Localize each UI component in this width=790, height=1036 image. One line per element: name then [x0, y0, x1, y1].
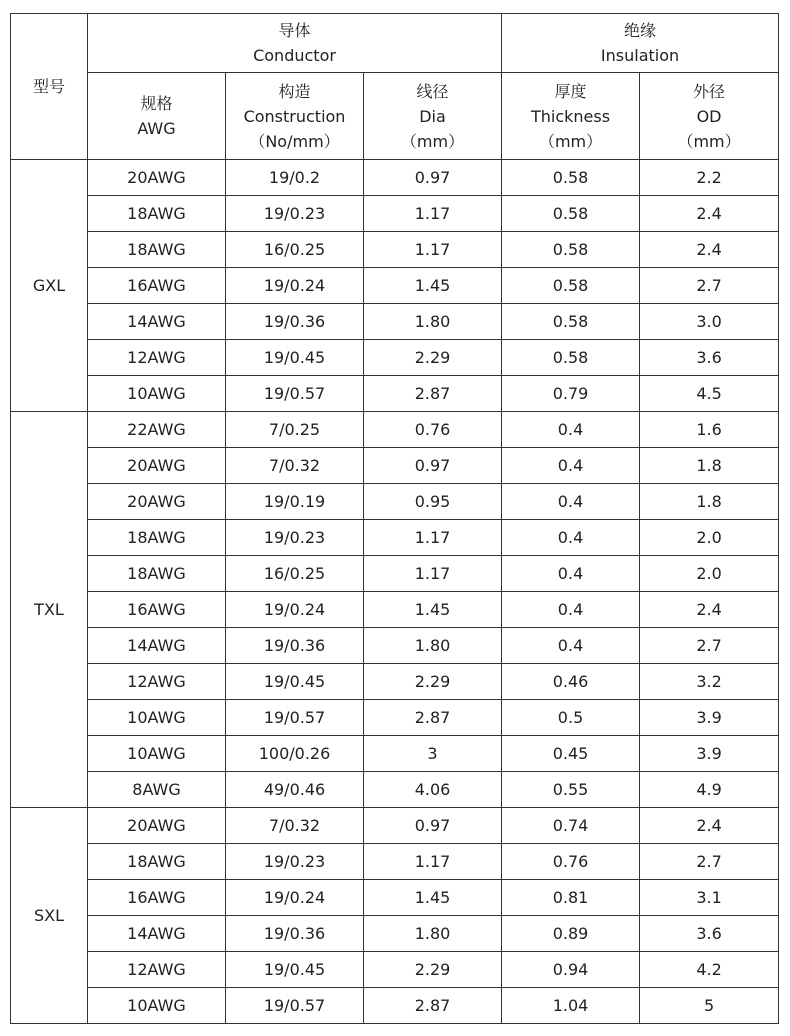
awg-cell: 12AWG: [88, 340, 226, 376]
awg-cell: 20AWG: [88, 448, 226, 484]
thickness-cell: 0.89: [502, 916, 640, 952]
dia-cell: 2.87: [364, 988, 502, 1024]
awg-cell: 14AWG: [88, 628, 226, 664]
awg-cell: 10AWG: [88, 988, 226, 1024]
awg-cell: 14AWG: [88, 304, 226, 340]
table-row: [11, 700, 779, 736]
od-cell: 2.7: [640, 844, 779, 880]
od-cell: 4.2: [640, 952, 779, 988]
awg-cell: 12AWG: [88, 664, 226, 700]
construction-cell: 7/0.32: [226, 448, 364, 484]
dia-cell: 0.76: [364, 412, 502, 448]
thickness-cell: 0.4: [502, 448, 640, 484]
dia-cell: 2.87: [364, 376, 502, 412]
od-cell: 2.4: [640, 592, 779, 628]
table-row: [11, 304, 779, 340]
thickness-cell: 0.5: [502, 700, 640, 736]
awg-cell: 18AWG: [88, 196, 226, 232]
construction-cell: 7/0.25: [226, 412, 364, 448]
thickness-cell: 1.04: [502, 988, 640, 1024]
construction-cell: 19/0.45: [226, 664, 364, 700]
thickness-cell: 0.58: [502, 232, 640, 268]
dia-cell: 1.45: [364, 268, 502, 304]
construction-cell: 19/0.23: [226, 844, 364, 880]
construction-cell: 19/0.24: [226, 592, 364, 628]
construction-cell: 100/0.26: [226, 736, 364, 772]
awg-cell: 18AWG: [88, 520, 226, 556]
table-row: [11, 952, 779, 988]
table-row: [11, 232, 779, 268]
awg-cell: 20AWG: [88, 160, 226, 196]
od-cell: 3.2: [640, 664, 779, 700]
dia-cell: 0.97: [364, 160, 502, 196]
thickness-cell: 0.58: [502, 196, 640, 232]
awg-cell: 18AWG: [88, 844, 226, 880]
table-row: [11, 556, 779, 592]
table-row: [11, 160, 779, 196]
model-cell: SXL: [11, 808, 88, 1024]
construction-cell: 19/0.19: [226, 484, 364, 520]
awg-cell: 18AWG: [88, 232, 226, 268]
header-model: 型号: [11, 14, 88, 160]
dia-cell: 1.17: [364, 196, 502, 232]
thickness-cell: 0.45: [502, 736, 640, 772]
model-cell: GXL: [11, 160, 88, 412]
thickness-cell: 0.4: [502, 484, 640, 520]
table-row: [11, 196, 779, 232]
table-row: [11, 628, 779, 664]
thickness-cell: 0.58: [502, 268, 640, 304]
thickness-cell: 0.58: [502, 304, 640, 340]
table-row: [11, 448, 779, 484]
thickness-cell: 0.4: [502, 628, 640, 664]
table-row: [11, 484, 779, 520]
table-row: [11, 412, 779, 448]
dia-cell: 4.06: [364, 772, 502, 808]
construction-cell: 19/0.23: [226, 520, 364, 556]
wire-spec-table: [10, 13, 779, 1024]
table-row: [11, 376, 779, 412]
od-cell: 2.4: [640, 808, 779, 844]
thickness-cell: 0.4: [502, 412, 640, 448]
construction-cell: 19/0.24: [226, 268, 364, 304]
dia-cell: 2.29: [364, 340, 502, 376]
construction-cell: 19/0.57: [226, 988, 364, 1024]
dia-cell: 2.29: [364, 952, 502, 988]
od-cell: 2.0: [640, 520, 779, 556]
od-cell: 2.0: [640, 556, 779, 592]
thickness-cell: 0.81: [502, 880, 640, 916]
od-cell: 3.9: [640, 700, 779, 736]
dia-cell: 1.80: [364, 304, 502, 340]
thickness-cell: 0.74: [502, 808, 640, 844]
od-cell: 2.7: [640, 268, 779, 304]
header-awg: 规格 AWG: [88, 73, 226, 160]
table-body: [11, 160, 779, 1024]
dia-cell: 0.97: [364, 808, 502, 844]
construction-cell: 19/0.36: [226, 304, 364, 340]
dia-cell: 1.17: [364, 520, 502, 556]
dia-cell: 1.45: [364, 880, 502, 916]
dia-cell: 1.17: [364, 556, 502, 592]
construction-cell: 19/0.24: [226, 880, 364, 916]
header-dia: 线径 Dia （mm）: [364, 73, 502, 160]
od-cell: 4.9: [640, 772, 779, 808]
awg-cell: 16AWG: [88, 880, 226, 916]
thickness-cell: 0.4: [502, 592, 640, 628]
dia-cell: 1.17: [364, 844, 502, 880]
awg-cell: 20AWG: [88, 808, 226, 844]
od-cell: 3.6: [640, 340, 779, 376]
table-row: [11, 736, 779, 772]
table-row: [11, 268, 779, 304]
header-thickness: 厚度 Thickness （mm）: [502, 73, 640, 160]
dia-cell: 1.45: [364, 592, 502, 628]
table-row: [11, 664, 779, 700]
table-row: [11, 808, 779, 844]
thickness-cell: 0.94: [502, 952, 640, 988]
construction-cell: 49/0.46: [226, 772, 364, 808]
table-row: [11, 340, 779, 376]
od-cell: 5: [640, 988, 779, 1024]
awg-cell: 18AWG: [88, 556, 226, 592]
table-row: [11, 916, 779, 952]
thickness-cell: 0.4: [502, 556, 640, 592]
construction-cell: 16/0.25: [226, 556, 364, 592]
od-cell: 3.1: [640, 880, 779, 916]
awg-cell: 16AWG: [88, 592, 226, 628]
awg-cell: 10AWG: [88, 376, 226, 412]
header-insulation: 绝缘 Insulation: [502, 14, 779, 73]
construction-cell: 19/0.23: [226, 196, 364, 232]
header-conductor: 导体 Conductor: [88, 14, 502, 73]
construction-cell: 19/0.45: [226, 340, 364, 376]
dia-cell: 2.87: [364, 700, 502, 736]
table-row: [11, 880, 779, 916]
table-row: [11, 592, 779, 628]
dia-cell: 0.97: [364, 448, 502, 484]
thickness-cell: 0.46: [502, 664, 640, 700]
awg-cell: 20AWG: [88, 484, 226, 520]
construction-cell: 16/0.25: [226, 232, 364, 268]
od-cell: 1.8: [640, 448, 779, 484]
thickness-cell: 0.55: [502, 772, 640, 808]
construction-cell: 19/0.36: [226, 916, 364, 952]
dia-cell: 2.29: [364, 664, 502, 700]
construction-cell: 19/0.57: [226, 700, 364, 736]
construction-cell: 7/0.32: [226, 808, 364, 844]
table-row: [11, 988, 779, 1024]
model-cell: TXL: [11, 412, 88, 808]
dia-cell: 0.95: [364, 484, 502, 520]
thickness-cell: 0.4: [502, 520, 640, 556]
od-cell: 3.0: [640, 304, 779, 340]
table-row: [11, 844, 779, 880]
dia-cell: 1.17: [364, 232, 502, 268]
table-row: [11, 520, 779, 556]
od-cell: 4.5: [640, 376, 779, 412]
od-cell: 1.6: [640, 412, 779, 448]
awg-cell: 12AWG: [88, 952, 226, 988]
od-cell: 3.6: [640, 916, 779, 952]
thickness-cell: 0.58: [502, 340, 640, 376]
dia-cell: 1.80: [364, 916, 502, 952]
awg-cell: 16AWG: [88, 268, 226, 304]
od-cell: 2.7: [640, 628, 779, 664]
thickness-cell: 0.58: [502, 160, 640, 196]
construction-cell: 19/0.2: [226, 160, 364, 196]
construction-cell: 19/0.45: [226, 952, 364, 988]
construction-cell: 19/0.36: [226, 628, 364, 664]
awg-cell: 8AWG: [88, 772, 226, 808]
awg-cell: 10AWG: [88, 736, 226, 772]
header-od: 外径 OD （mm）: [640, 73, 779, 160]
thickness-cell: 0.79: [502, 376, 640, 412]
table-header: [11, 14, 779, 160]
construction-cell: 19/0.57: [226, 376, 364, 412]
awg-cell: 22AWG: [88, 412, 226, 448]
awg-cell: 10AWG: [88, 700, 226, 736]
dia-cell: 3: [364, 736, 502, 772]
od-cell: 2.4: [640, 232, 779, 268]
header-construction: 构造 Construction （No/mm）: [226, 73, 364, 160]
table-row: [11, 772, 779, 808]
awg-cell: 14AWG: [88, 916, 226, 952]
dia-cell: 1.80: [364, 628, 502, 664]
thickness-cell: 0.76: [502, 844, 640, 880]
od-cell: 1.8: [640, 484, 779, 520]
od-cell: 3.9: [640, 736, 779, 772]
od-cell: 2.2: [640, 160, 779, 196]
od-cell: 2.4: [640, 196, 779, 232]
